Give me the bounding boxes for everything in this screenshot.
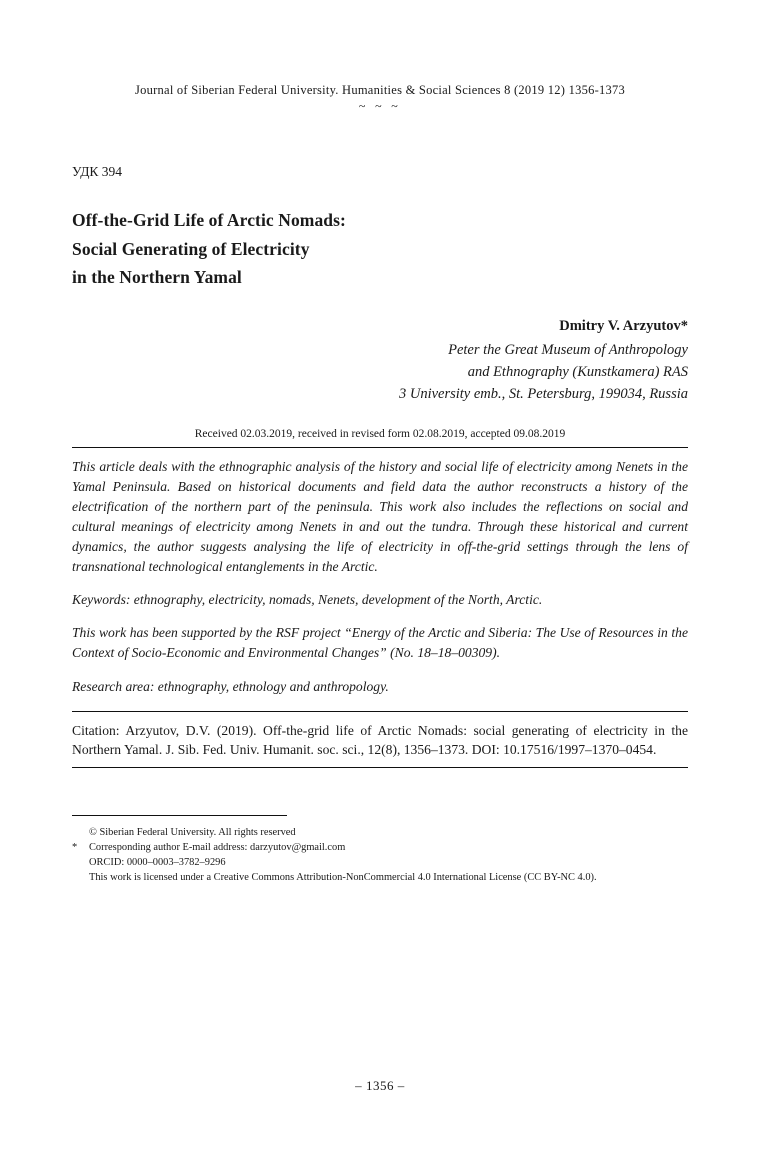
- affiliation-line-2: and Ethnography (Kunstkamera) RAS: [467, 364, 688, 381]
- footnote-copyright-row: [72, 825, 688, 840]
- footnote-separator: [72, 815, 287, 816]
- footnotes-block: [72, 825, 688, 885]
- title-line-2: Social Generating of Electricity: [72, 238, 310, 259]
- abstract-text: This article deals with the ethnographic analysis of the history and social life of electricity among Nenets in the Yamal Peninsula. Based on historical documents and field data the author reconstructs a history of the electrification of the northern part of the peninsula. This work also includes the reflections on social and cultural meanings of electricity among Nenets in and out the tundra. Through these historical and current dynamics, the author suggests analysing the life of electricity in off-the-grid settings through the lens of transnational technological entanglements in the Arctic.: [72, 458, 688, 575]
- document-page: [0, 82, 760, 1162]
- author-name: Dmitry V. Arzyutov*: [559, 318, 688, 335]
- rule-above-citation: [72, 711, 688, 712]
- author-affiliation: [72, 340, 688, 405]
- footnote-corresponding-row: [72, 840, 688, 855]
- rule-below-citation: [72, 767, 688, 768]
- page-number: – 1356 –: [355, 1078, 405, 1093]
- ornament-divider: ~ ~ ~: [358, 99, 402, 114]
- keywords-text: Keywords: ethnography, electricity, nomads, Nenets, development of the North, Arctic.: [72, 592, 543, 608]
- funding-text: This work has been supported by the RSF project “Energy of the Arctic and Siberia: The Use of Resources in the Context of Socio-Economic and Environmental Changes” (No. 18–18–00309).: [72, 625, 688, 661]
- title-line-1: Off-the-Grid Life of Arctic Nomads:: [72, 210, 346, 231]
- citation-text: Citation: Arzyutov, D.V. (2019). Off-the-grid life of Arctic Nomads: social generating of electricity in the Northern Yamal. J. Sib. Fed. Univ. Humanit. soc. sci., 12(8), 1356–1373. DOI: 10.17516/1997–1370–0454.: [72, 722, 688, 757]
- research-area-text: Research area: ethnography, ethnology and anthropology.: [72, 678, 389, 694]
- affiliation-line-1: Peter the Great Museum of Anthropology: [448, 342, 688, 359]
- footnote-license: This work is licensed under a Creative Commons Attribution-NonCommercial 4.0 International License (CC BY-NC 4.0).: [89, 872, 597, 884]
- page-title: [72, 206, 688, 291]
- footnote-copyright: © Siberian Federal University. All rights reserved: [89, 827, 296, 839]
- footnote-asterisk-mark: *: [72, 842, 78, 854]
- title-line-3: in the Northern Yamal: [72, 266, 242, 287]
- submission-dates: Received 02.03.2019, received in revised form 02.08.2019, accepted 09.08.2019: [194, 427, 566, 440]
- udc-code: УДК 394: [72, 164, 123, 180]
- journal-running-head: Journal of Siberian Federal University. Humanities & Social Sciences 8 (2019 12) 1356-1373: [135, 83, 625, 97]
- footnote-orcid: ORCID: 0000–0003–3782–9296: [89, 857, 226, 869]
- rule-above-abstract: [72, 447, 688, 448]
- footnote-corresponding-author: Corresponding author E-mail address: darzyutov@gmail.com: [89, 842, 346, 854]
- affiliation-line-3: 3 University emb., St. Petersburg, 199034, Russia: [398, 385, 688, 402]
